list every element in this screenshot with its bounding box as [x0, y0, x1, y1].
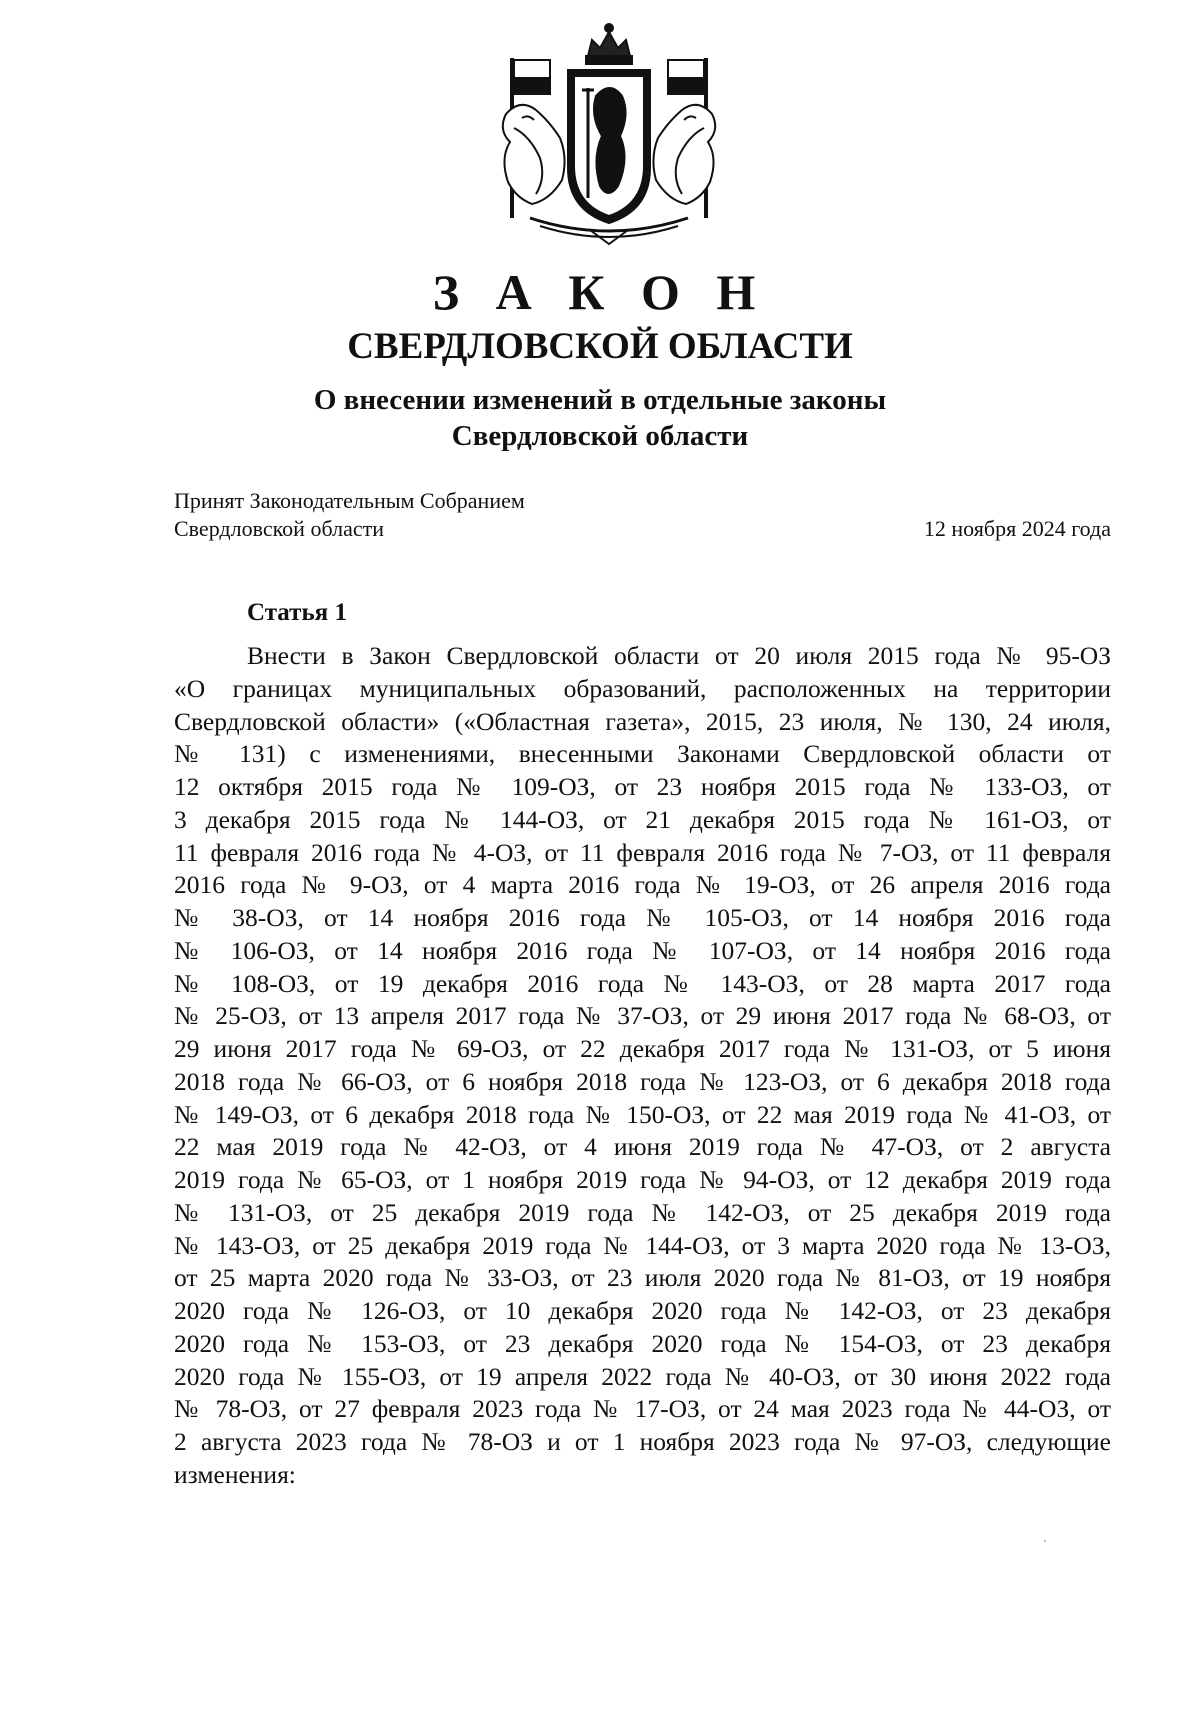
subtitle-line: Свердловской области — [451, 420, 749, 452]
article-line: № 143-ОЗ, от 25 декабря 2019 года № 144-ОЗ, от 3 марта 2020 года № 13-ОЗ, — [174, 1230, 1111, 1260]
article-body — [174, 640, 1111, 1492]
article-line: 12 октября 2015 года № 109-ОЗ, от 23 ноября 2015 года № 133-ОЗ, от — [174, 772, 1111, 801]
article-line: 29 июня 2017 года № 69-ОЗ, от 22 декабря 2017 года № 131-ОЗ, от 5 июня — [174, 1034, 1111, 1063]
article-line: № 106-ОЗ, от 14 ноября 2016 года № 107-ОЗ, от 14 ноября 2016 года — [174, 935, 1111, 965]
sverdlovsk-coat-of-arms-icon — [470, 18, 748, 250]
article-line: № 38-ОЗ, от 14 ноября 2016 года № 105-ОЗ, от 14 ноября 2016 года — [174, 903, 1111, 932]
adoption-line: Принят Законодательным Собранием — [174, 488, 525, 513]
article-line: «О границах муниципальных образований, расположенных на территории — [174, 673, 1111, 703]
article-line: 2019 года № 65-ОЗ, от 1 ноября 2019 года № 94-ОЗ, от 12 декабря 2019 года — [174, 1165, 1111, 1194]
article-line: № 78-ОЗ, от 27 февраля 2023 года № 17-ОЗ, от 24 мая 2023 года № 44-ОЗ, от — [174, 1394, 1111, 1424]
article-line: № 108-ОЗ, от 19 декабря 2016 года № 143-ОЗ, от 28 марта 2017 года — [174, 968, 1111, 998]
article-line: № 149-ОЗ, от 6 декабря 2018 года № 150-ОЗ, от 22 мая 2019 года № 41-ОЗ, от — [174, 1099, 1111, 1129]
article-line: 2016 года № 9-ОЗ, от 4 марта 2016 года № 19-ОЗ, от 26 апреля 2016 года — [174, 870, 1111, 900]
law-title: З А К О Н — [432, 264, 768, 320]
article-line: от 25 марта 2020 года № 33-ОЗ, от 23 июля 2020 года № 81-ОЗ, от 19 ноября — [174, 1263, 1111, 1293]
region-title: СВЕРДЛОВСКОЙ ОБЛАСТИ — [347, 326, 853, 367]
scan-speck — [1044, 1540, 1046, 1542]
article-line: Внести в Закон Свердловской области от 20 июля 2015 года № 95-ОЗ — [247, 641, 1111, 670]
article-line: 2020 года № 153-ОЗ, от 23 декабря 2020 года № 154-ОЗ, от 23 декабря — [174, 1328, 1111, 1358]
article-line: 22 мая 2019 года № 42-ОЗ, от 4 июня 2019 года № 47-ОЗ, от 2 августа — [174, 1132, 1111, 1162]
article-line: 3 декабря 2015 года № 144-ОЗ, от 21 декабря 2015 года № 161-ОЗ, от — [174, 804, 1111, 834]
subtitle-line: О внесении изменений в отдельные законы — [313, 384, 887, 416]
law-subtitle — [0, 382, 1200, 454]
article-line: № 131) с изменениями, внесенными Законами Свердловской области от — [174, 739, 1111, 769]
article-heading: Статья 1 — [247, 599, 347, 626]
article-line: 2 августа 2023 года № 78-ОЗ и от 1 ноября 2023 года № 97-ОЗ, следующие — [174, 1427, 1111, 1456]
article-line: 2018 года № 66-ОЗ, от 6 ноября 2018 года № 123-ОЗ, от 6 декабря 2018 года — [174, 1066, 1111, 1096]
adoption-line: Свердловской области — [174, 516, 384, 541]
article-line: 2020 года № 126-ОЗ, от 10 декабря 2020 года № 142-ОЗ, от 23 декабря — [174, 1296, 1111, 1325]
article-line: изменения: — [174, 1459, 296, 1489]
article-line: 11 февраля 2016 года № 4-ОЗ, от 11 февраля 2016 года № 7-ОЗ, от 11 февраля — [174, 837, 1111, 867]
adoption-info — [174, 487, 525, 543]
adoption-date: 12 ноября 2024 года — [923, 516, 1111, 541]
article-line: 2020 года № 155-ОЗ, от 19 апреля 2022 года № 40-ОЗ, от 30 июня 2022 года — [174, 1361, 1111, 1391]
article-line: № 131-ОЗ, от 25 декабря 2019 года № 142-ОЗ, от 25 декабря 2019 года — [174, 1197, 1111, 1227]
article-line: № 25-ОЗ, от 13 апреля 2017 года № 37-ОЗ, от 29 июня 2017 года № 68-ОЗ, от — [174, 1001, 1111, 1031]
article-line: Свердловской области» («Областная газета», 2015, 23 июля, № 130, 24 июля, — [174, 706, 1111, 736]
